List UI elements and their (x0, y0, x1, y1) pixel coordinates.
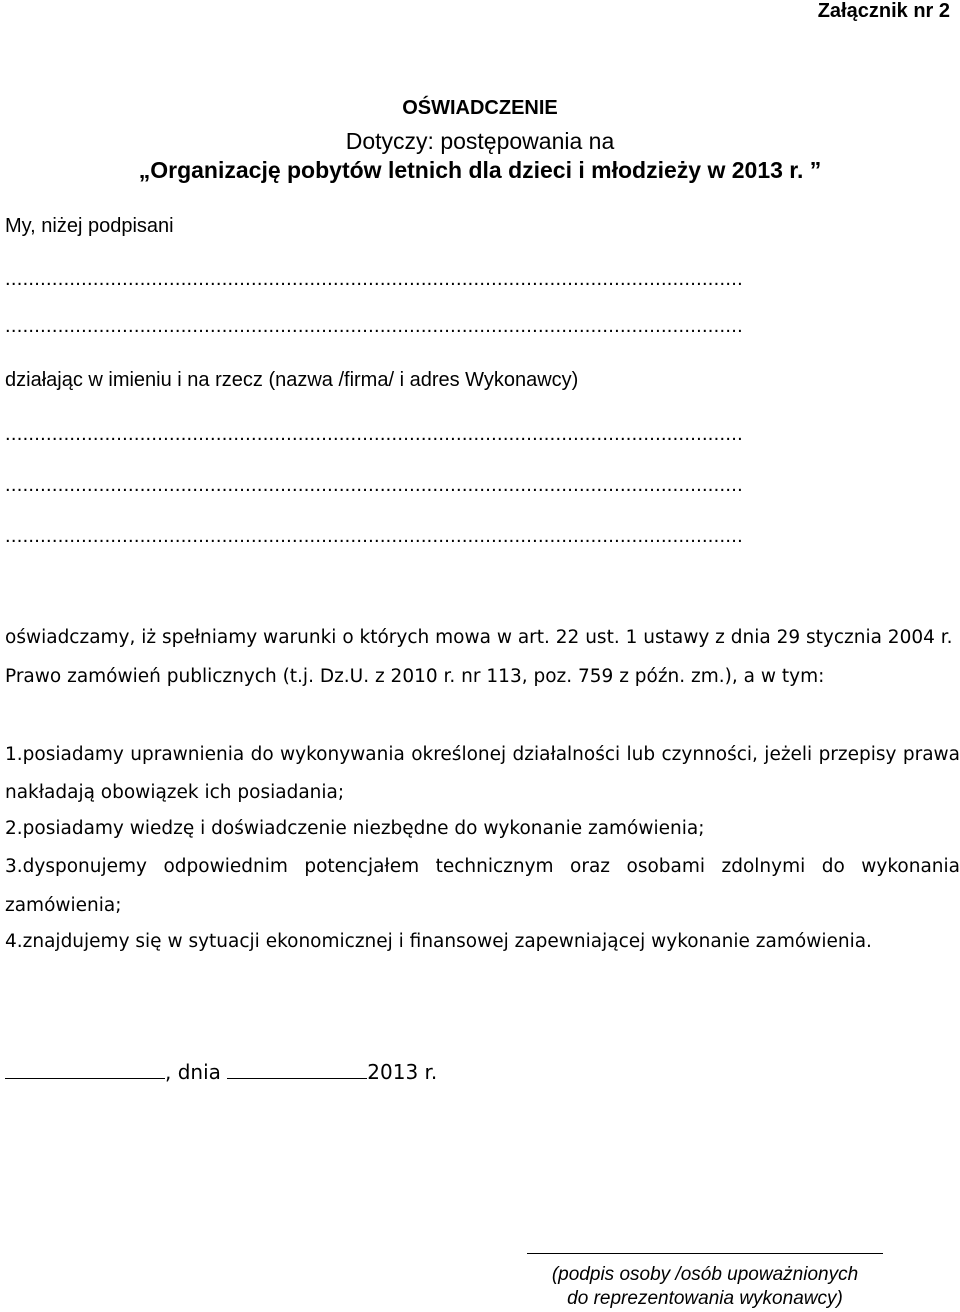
signature-line[interactable] (527, 1253, 883, 1254)
signatories-intro: My, niżej podpisani (5, 215, 174, 237)
condition-item-3-continued: zamówienia; (5, 895, 122, 916)
condition-item-2: 2.posiadamy wiedzę i doświadczenie niezbędne do wykonanie zamówienia; (5, 818, 705, 839)
condition-item-3: 3.dysponujemy odpowiednim potencjałem technicznym oraz osobami zdolnymi do wykonania (5, 856, 960, 877)
signature-caption-line-1: (podpis osoby /osób upoważnionych (551, 1264, 859, 1285)
dnia-label: , dnia (165, 1060, 221, 1084)
procurement-subject: „Organizację pobytów letnich dla dzieci i młodzieży w 2013 r. ” (138, 157, 822, 183)
contractor-line-2[interactable]: .............................................................................................................................. (5, 474, 743, 496)
date-blank[interactable] (227, 1058, 367, 1079)
condition-item-4: 4.znajdujemy się w sytuacji ekonomicznej i finansowej zapewniającej wykonanie zamówienia. (5, 931, 872, 952)
declaration-subtitle: Dotyczy: postępowania na (345, 128, 615, 154)
attachment-label: Załącznik nr 2 (817, 0, 950, 22)
acting-on-behalf-label: działając w imieniu i na rzecz (nazwa /firma/ i adres Wykonawcy) (5, 369, 579, 391)
signature-caption-line-2: do reprezentowania wykonawcy) (567, 1288, 843, 1309)
year-label: 2013 r. (367, 1060, 438, 1084)
contractor-line-3[interactable]: .............................................................................................................................. (5, 525, 743, 547)
condition-item-1: 1.posiadamy uprawnienia do wykonywania określonej działalności lub czynności, jeżeli przepisy prawa (5, 744, 960, 765)
date-place-row (5, 1058, 437, 1084)
signatory-name-line-1[interactable]: .............................................................................................................................. (5, 268, 743, 290)
condition-item-1-continued: nakładają obowiązek ich posiadania; (5, 782, 345, 803)
place-blank[interactable] (5, 1058, 165, 1079)
contractor-line-1[interactable]: .............................................................................................................................. (5, 423, 743, 445)
statement-line-2: Prawo zamówień publicznych (t.j. Dz.U. z 2010 r. nr 113, poz. 759 z późn. zm.), a w tym: (5, 666, 825, 687)
signatory-name-line-2[interactable]: .............................................................................................................................. (5, 315, 743, 337)
declaration-title: OŚWIADCZENIE (402, 97, 558, 119)
statement-line-1: oświadczamy, iż spełniamy warunki o których mowa w art. 22 ust. 1 ustawy z dnia 29 stycznia 2004 r. (5, 627, 953, 648)
